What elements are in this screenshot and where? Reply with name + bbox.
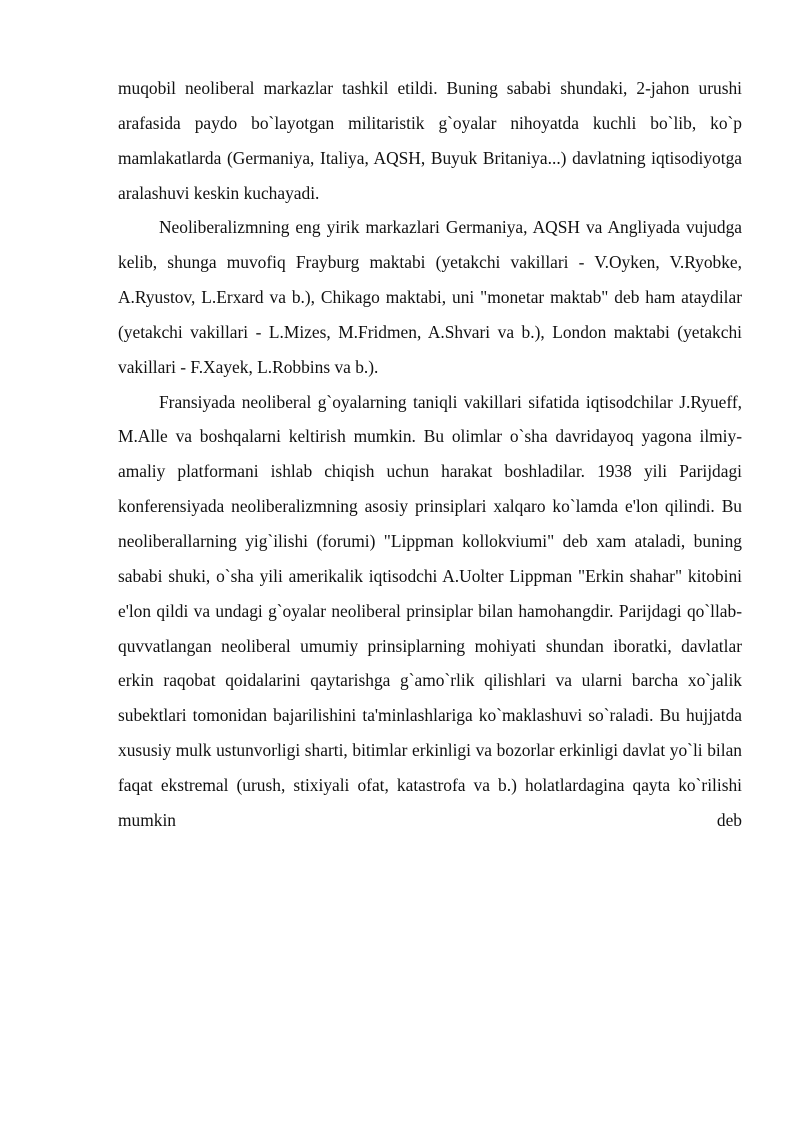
paragraph-france-neoliberals: Fransiyada neoliberal g`oyalarning taniqli vakillari sifatida iqtisodchilar J.Ryueff, M.Alle va boshqalarni keltirish mumkin. Bu olimlar o`sha davridayoq yagona ilmiy-amaliy platformani ishlab chiqish uchun harakat boshladilar. 1938 yili Parijdagi konferensiyada neoliberalizmning asosiy prinsiplari xalqaro ko`lamda e'lon qilindi. Bu neoliberallarning yig`ilishi (forumi) "Lippman kollokviumi" deb xam ataladi, buning sababi shuki, o`sha yili amerikalik iqtisodchi A.Uolter Lippman "Erkin shahar" kitobini e'lon qildi va undagi g`oyalar neoliberal prinsiplar bilan hamohangdir. Parijdagi qo`llab-quvvatlangan neoliberal umumiy prinsiplarning mohiyati shundan iboratki, davlatlar erkin raqobat qoidalarini qaytarishga g`amo`rlik qilishlari va ularni barcha xo`jalik subektlari tomonidan bajarilishini ta'minlashlariga ko`maklashuvi so`raladi. Bu hujjatda xususiy mulk ustunvorligi sharti, bitimlar erkinligi va bozorlar erkinligi davlat yo`li bilan faqat ekstremal (urush, stixiyali ofat, katastrofa va b.) holatlardagina qayta ko`rilishi mumkin deb	[118, 391, 742, 830]
paragraph-continuation: muqobil neoliberal markazlar tashkil etildi. Buning sababi shundaki, 2-jahon urushi arafasida paydo bo`layotgan militaristik g`oyalar nihoyatda kuchli bo`lib, ko`p mamlakatlarda (Germaniya, Italiya, AQSH, Buyuk Britaniya...) davlatning iqtisodiyotga aralashuvi keskin kuchayadi.	[118, 78, 742, 203]
paragraph-neoliberal-centers: Neoliberalizmning eng yirik markazlari Germaniya, AQSH va Angliyada vujudga kelib, shunga muvofiq Frayburg maktabi (yetakchi vakillari - V.Oyken, V.Ryobke, A.Ryustov, L.Erxard va b.), Chikago maktabi, uni "monetar maktab" deb ham ataydilar (yetakchi vakillari - L.Mizes, M.Fridmen, A.Shvari va b.), London maktabi (yetakchi vakillari - F.Xayek, L.Robbins va b.).	[118, 217, 742, 377]
document-body	[118, 71, 742, 838]
